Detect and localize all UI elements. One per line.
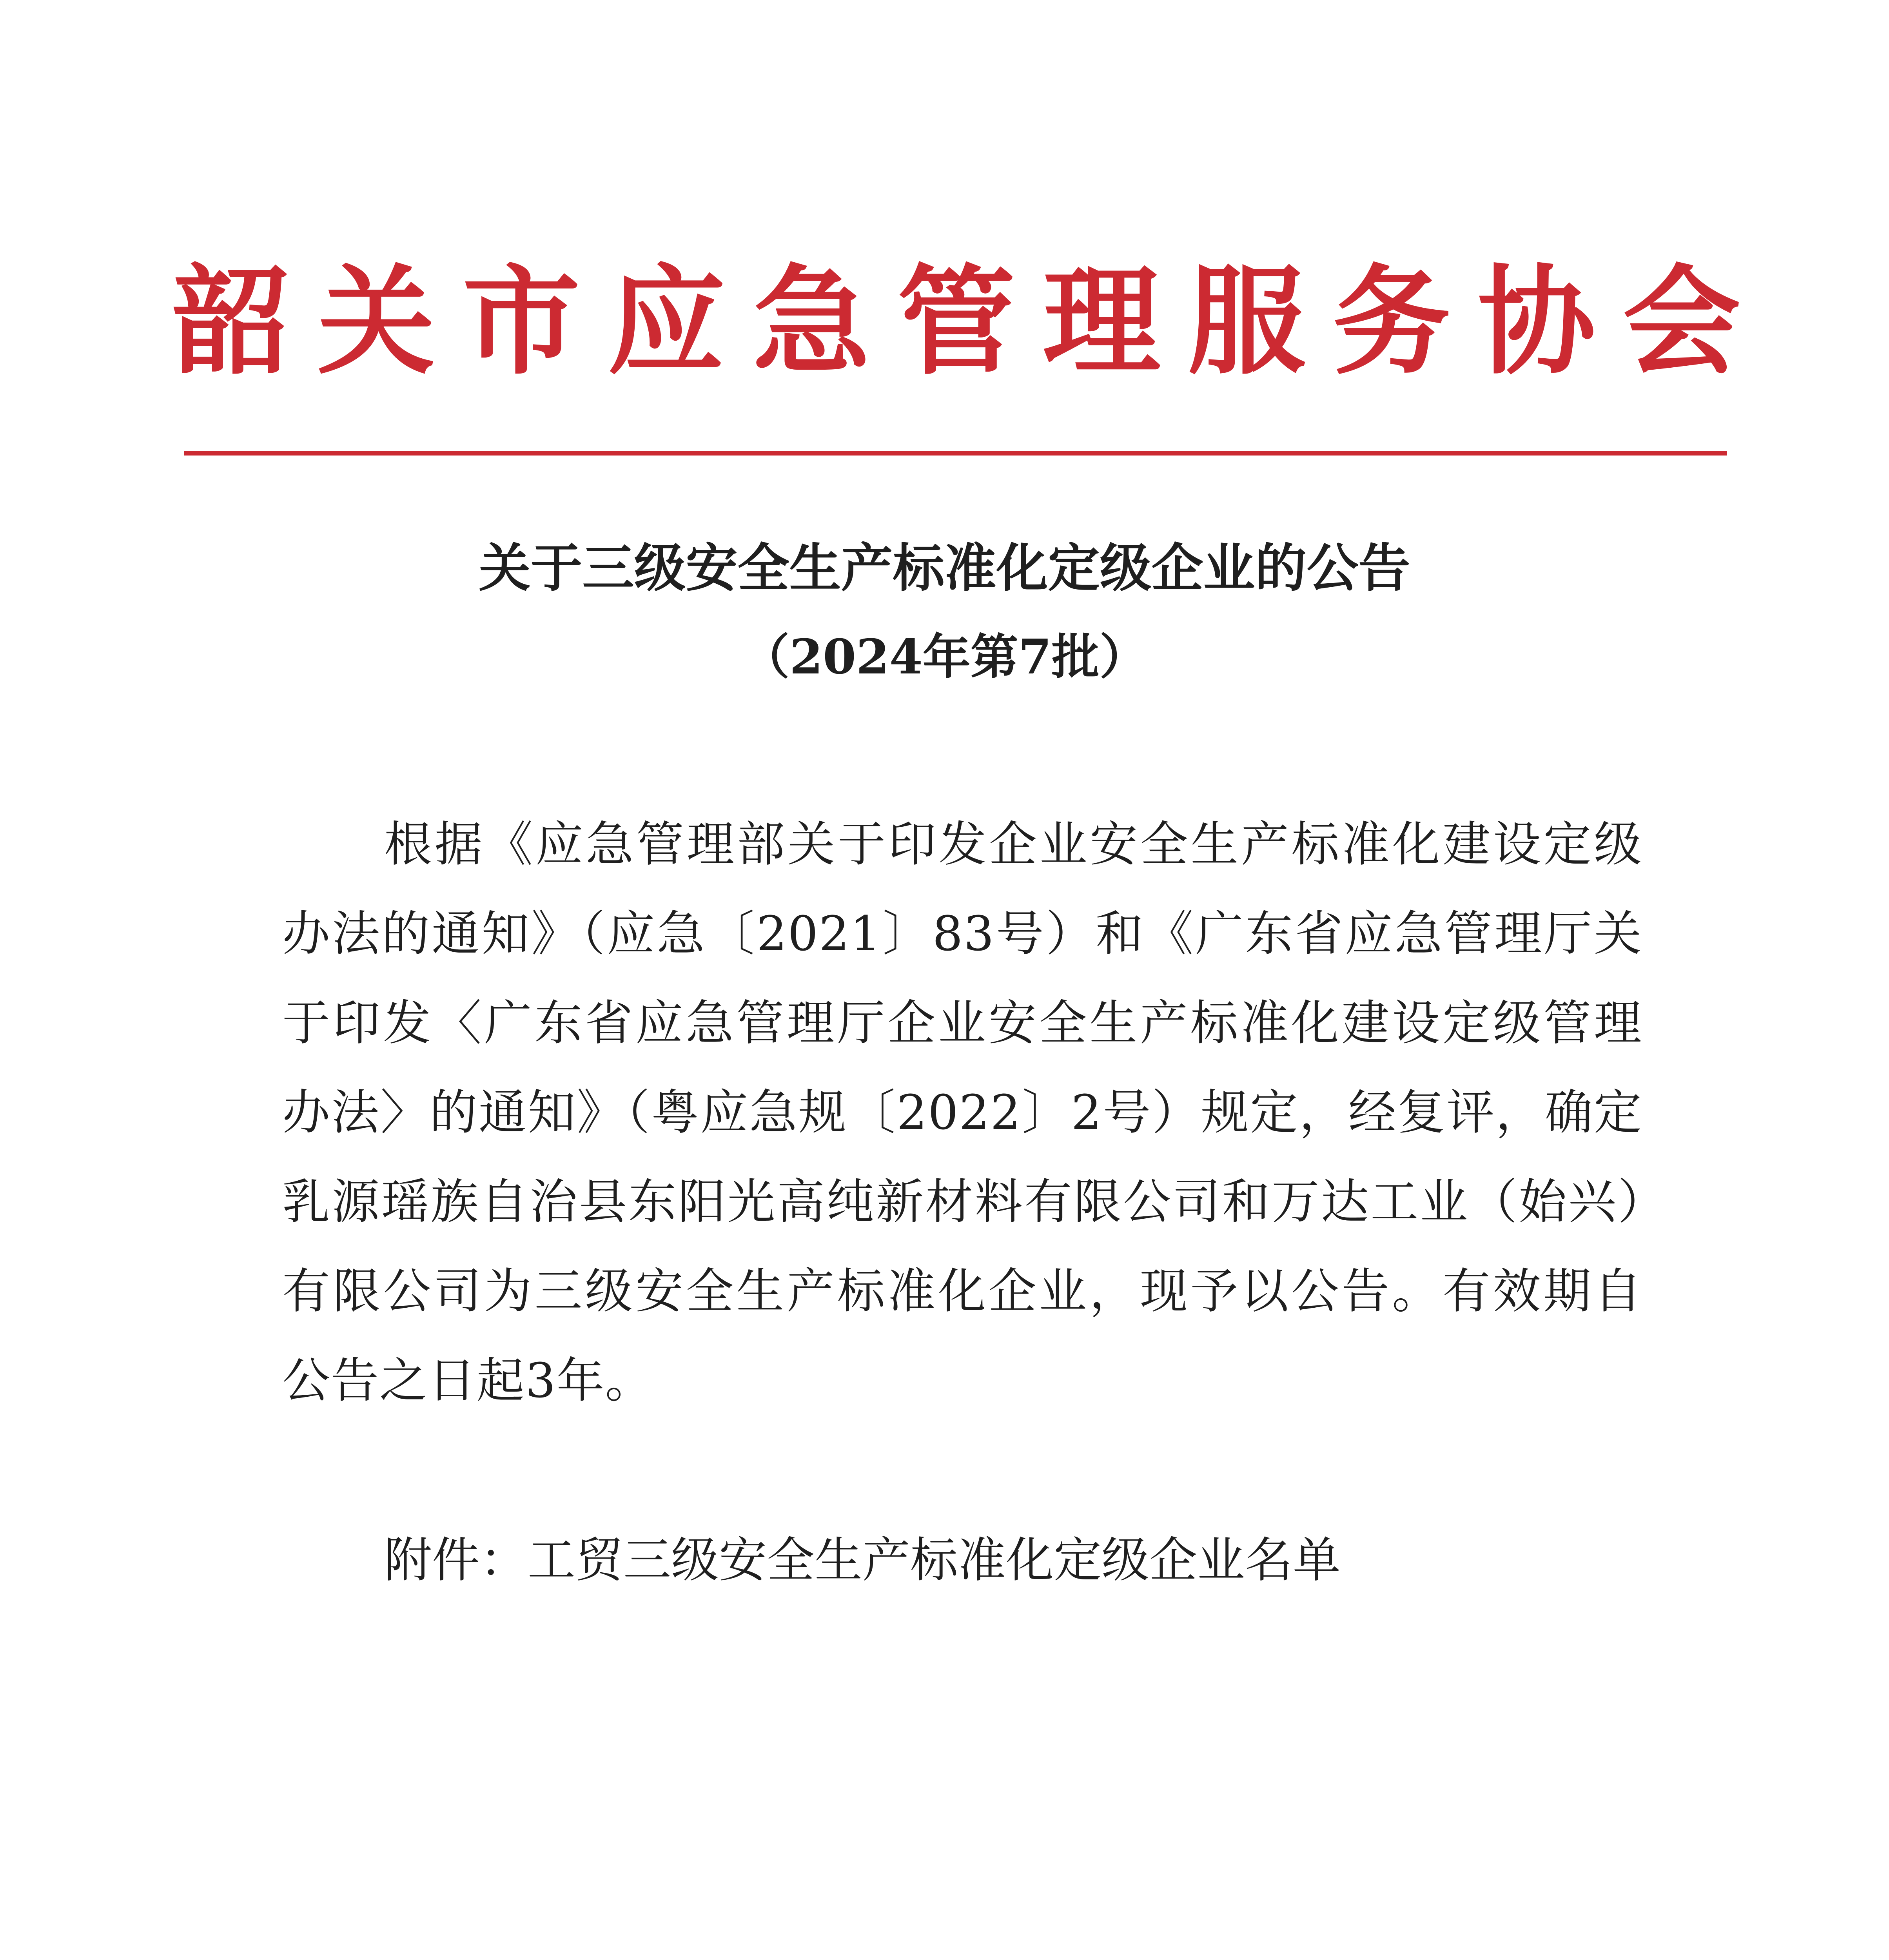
announcement-title: 关于三级安全生产标准化定级企业的公告	[479, 538, 1410, 599]
letterhead-char: 会	[1623, 252, 1740, 390]
letterhead-title	[172, 251, 1740, 392]
letterhead-char: 应	[608, 252, 725, 390]
letterhead-char: 理	[1043, 252, 1160, 390]
letterhead-char: 韶	[172, 252, 290, 390]
letterhead-char: 市	[463, 252, 580, 390]
letterhead-char: 急	[753, 252, 870, 390]
official-seal-icon	[1196, 1956, 1584, 1960]
letterhead-char: 服	[1188, 252, 1305, 390]
letterhead-red-rule	[184, 451, 1727, 456]
letterhead-char: 协	[1478, 252, 1595, 390]
letterhead-char: 务	[1333, 252, 1450, 390]
announcement-batch: （2024年第7批）	[742, 628, 1147, 685]
letterhead-char: 关	[318, 252, 435, 390]
letterhead-char: 管	[898, 252, 1015, 390]
announcement-body: 根据《应急管理部关于印发企业安全生产标准化建设定级办法的通知》（应急〔2021〕83号）和《广东省应急管理厅关于印发〈广东省应急管理厅企业安全生产标准化建设定级管理办法〉的通知》（粤应急规〔2022〕2号）规定，经复评，确定乳源瑶族自治县东阳光高纯新材料有限公司和万达工业（始兴）有限公司为三级安全生产标准化企业，现予以公告。有效期自公告之日起3年。	[282, 817, 1642, 1408]
attachment-line: 附件：工贸三级安全生产标准化定级企业名单	[384, 1532, 1341, 1588]
